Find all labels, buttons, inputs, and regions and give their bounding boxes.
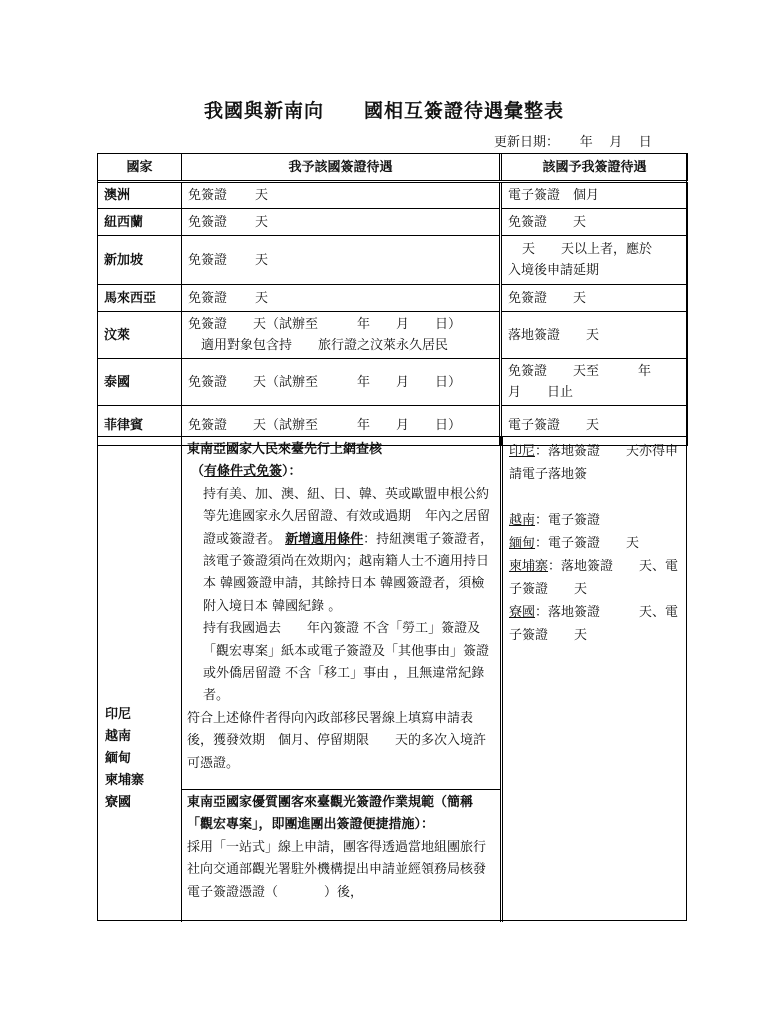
page-title [0, 96, 768, 123]
table-row [98, 285, 688, 312]
new-condition-label: 新增適用條件 [285, 531, 364, 547]
country-label: 柬埔寨 [509, 559, 549, 574]
theirs-cell [501, 359, 688, 406]
ours-cell [182, 285, 501, 312]
ours-cell: 免簽證 天（試辦至 年 月 日） [182, 359, 501, 406]
country-name: 印尼 [105, 707, 132, 722]
theirs-cell [501, 236, 688, 285]
ours-unit: 天 [255, 290, 269, 306]
condition-text: 持有美、加、澳、紐、日、韓、英或歐盟申根公約等先進國家永久居留證、有效或過期 [203, 486, 490, 525]
theirs-line: 月 日止 [508, 385, 574, 400]
ours-cell [182, 209, 501, 236]
condition-paragraph: 持有我國過去 年內簽證 不含「勞工」簽證及「觀宏專案」紙本或電子簽證及「其他事由」簽證 或外僑居留證 不含「移工」事由 ，且無違常紀錄者。 [203, 621, 490, 704]
table-header [98, 154, 688, 182]
header-country: 國家 [98, 154, 182, 182]
ours-text: 免簽證 [188, 252, 228, 268]
block-heading: 東南亞國家優質團客來臺觀光簽證作業規範（簡稱「觀宏專案」，即團進團出簽證便捷措施）： [187, 795, 474, 833]
ours-group-cell [181, 437, 500, 922]
block-body [187, 837, 494, 904]
update-month: 月 [609, 135, 623, 150]
theirs-cell: 免簽證 天 [501, 285, 688, 312]
condition-paragraph [187, 484, 494, 618]
country-name: 寮國 [105, 795, 132, 810]
country-group-cell [97, 437, 182, 922]
visa-table [97, 153, 688, 446]
conditional-visa-free-label: 有條件式免簽 [204, 464, 283, 480]
theirs-cell: 電子簽證 天 [501, 406, 688, 446]
country-cell: 新加坡 [98, 236, 182, 285]
country-cell: 澳洲 [98, 182, 182, 209]
theirs-entry-indonesia [509, 440, 681, 486]
condition-text: ：持紐澳電子簽證者，該電子簽證須尚在效期內；越南籍人士不適用持日本 韓國簽證申請，其餘持日本 韓國簽證者，須檢附入境日本 韓國紀錄 。 [203, 531, 494, 614]
theirs-line: 天 天以上者，應於 [522, 242, 653, 257]
visa-text: ：落地簽證 天、電子簽證 天 [509, 559, 679, 597]
theirs-entry-myanmar [509, 532, 681, 555]
country-cell: 汶萊 [98, 312, 182, 359]
ours-text: 免簽證 [188, 214, 228, 230]
theirs-group-cell [500, 437, 687, 922]
ours-cell [182, 182, 501, 209]
theirs-cell: 落地簽證 天 [501, 312, 688, 359]
country-name: 越南 [105, 729, 132, 744]
block-text: ）後， [324, 884, 364, 900]
table-row [98, 209, 688, 236]
theirs-cell: 電子簽證 個月 [501, 182, 688, 209]
theirs-entry-laos [509, 601, 681, 647]
ours-cell [182, 312, 501, 359]
ours-unit: 天 [255, 188, 269, 203]
country-cell: 泰國 [98, 359, 182, 406]
ours-cell [182, 236, 501, 285]
country-cell: 紐西蘭 [98, 209, 182, 236]
country-cell: 馬來西亞 [98, 285, 182, 312]
country-group-list [105, 704, 144, 814]
ours-text: 免簽證 [188, 290, 228, 306]
country-label: 緬甸 [509, 536, 536, 551]
paren: ）： [282, 464, 302, 480]
condition-text: 年內之居留證或簽證者。 [203, 509, 491, 547]
title-part1: 我國與新南向 [203, 100, 324, 122]
update-date-label: 更新日期： [494, 135, 560, 150]
header-theirs: 該國予我簽證待遇 [501, 154, 688, 182]
theirs-line: 免簽證 天至 年 [508, 364, 652, 379]
theirs-entry-cambodia [509, 555, 681, 601]
update-year: 年 [579, 135, 593, 150]
block-heading: 東南亞國家人民來臺先行上網查核 [187, 442, 383, 457]
ours-unit: 天 [255, 214, 269, 230]
country-cell: 菲律賓 [98, 406, 182, 446]
paren: （ [191, 464, 205, 480]
visa-text: ：落地簽證 天、電子簽證 天 [509, 605, 679, 643]
ours-unit: 天 [255, 252, 269, 268]
tour-group-block [181, 790, 500, 922]
block-subheading [187, 461, 494, 483]
ours-cell: 免簽證 天（試辦至 年 月 日） [182, 406, 501, 446]
table-row [98, 236, 688, 285]
visa-text: ：電子簽證 [535, 513, 601, 528]
country-name: 緬甸 [105, 751, 132, 766]
update-day: 日 [638, 135, 652, 150]
sea-group-section [97, 436, 687, 922]
country-label: 越南 [509, 513, 536, 528]
visa-text: ：電子簽證 天 [535, 536, 640, 551]
table-row [98, 182, 688, 209]
country-name: 柬埔寨 [105, 773, 145, 788]
table-row [98, 312, 688, 359]
title-part2: 國相互簽證待遇彙整表 [364, 100, 565, 122]
visa-text: ：落地簽證 天亦得申請電子落地簽 [509, 444, 679, 482]
table-row [98, 359, 688, 406]
ours-line: 適用對象包含持 旅行證之汶萊永久居民 [201, 338, 449, 353]
ours-text: 免簽證 [188, 188, 228, 203]
theirs-cell: 免簽證 天 [501, 209, 688, 236]
country-label: 印尼 [509, 444, 536, 459]
ours-line: 免簽證 天（試辦至 年 月 日） [188, 317, 462, 332]
condition-paragraph: 符合上述條件者得向內政部移民署線上填寫申請表後，獲發效期 個月、停留期限 天的多次入境許可憑證。 [187, 710, 487, 771]
online-check-block [181, 437, 500, 790]
theirs-entry-vietnam [509, 509, 681, 532]
block-text: 採用「一站式」線上申請，團客得透過當地組團旅行社向交通部觀光署駐外機構提出申請並經領務局核發電子簽證憑證（ [187, 839, 487, 900]
update-date [494, 131, 652, 150]
header-ours: 我予該國簽證待遇 [182, 154, 501, 182]
country-label: 寮國 [509, 605, 536, 620]
theirs-line: 入境後申請延期 [508, 263, 600, 278]
